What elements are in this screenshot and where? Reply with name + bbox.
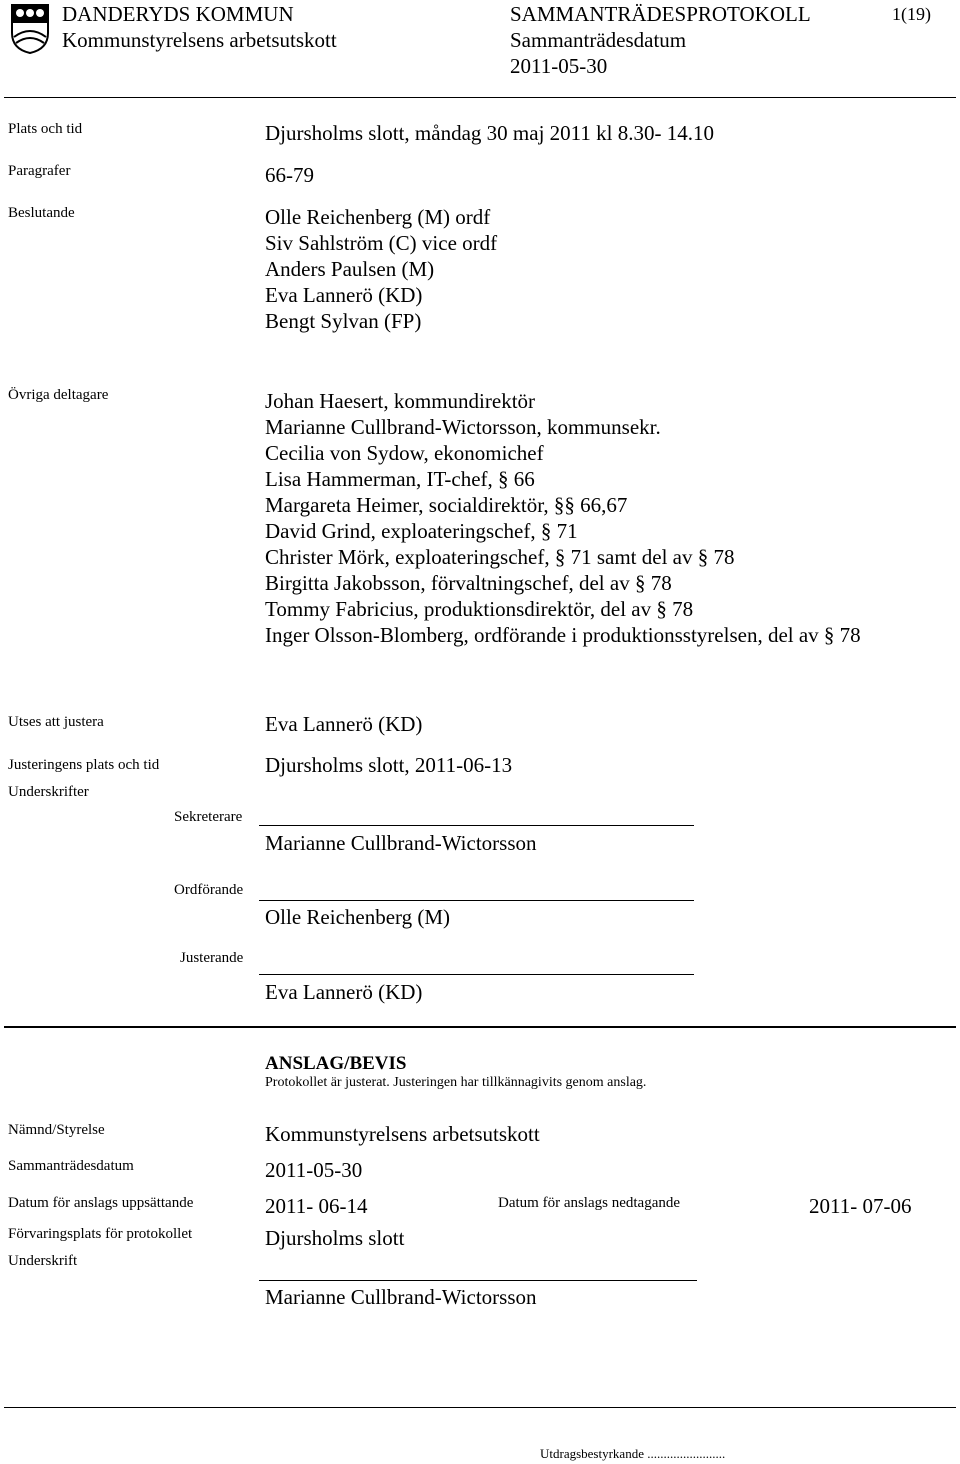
deciding-member: Olle Reichenberg (M) ordf [265, 205, 491, 229]
notice-date-label: Sammanträdesdatum [8, 1158, 134, 1174]
signature-role: Sekreterare [174, 809, 243, 825]
adjust-place-time-value: Djursholms slott, 2011-06-13 [265, 753, 513, 777]
participant: Marianne Cullbrand-Wictorsson, kommunsekr. [265, 415, 661, 439]
document-type: SAMMANTRÄDESPROTOKOLL [510, 2, 811, 26]
posted-label: Datum för anslags uppsättande [8, 1195, 194, 1211]
signature-line [259, 974, 694, 975]
storage-value: Djursholms slott [265, 1226, 405, 1250]
participant: Margareta Heimer, socialdirektör, §§ 66,67 [265, 493, 628, 517]
adjust-place-time-label: Justeringens plats och tid [8, 757, 160, 773]
deciding-member: Eva Lannerö (KD) [265, 283, 423, 307]
sections-label: Paragrafer [8, 163, 71, 179]
others-list [265, 388, 861, 648]
committee-name: Kommunstyrelsens arbetsutskott [62, 28, 337, 52]
page-number: 1(19) [892, 4, 931, 24]
participant: Christer Mörk, exploateringschef, § 71 samt del av § 78 [265, 545, 735, 569]
notice-subtitle: Protokollet är justerat. Justeringen har tillkännagivits genom anslag. [265, 1075, 647, 1090]
others-label: Övriga deltagare [8, 387, 109, 403]
certified-copy: Utdragsbestyrkande ........................ [540, 1446, 726, 1461]
storage-label: Förvaringsplats för protokollet [8, 1226, 193, 1242]
signature-name: Marianne Cullbrand-Wictorsson [265, 831, 537, 855]
notice-divider [4, 1026, 956, 1028]
deciding-member: Siv Sahlström (C) vice ordf [265, 231, 498, 255]
signature-line [259, 1280, 697, 1281]
adjuster-value: Eva Lannerö (KD) [265, 712, 423, 736]
removed-value: 2011- 07-06 [809, 1194, 912, 1218]
board-label: Nämnd/Styrelse [8, 1122, 105, 1138]
participant: Johan Haesert, kommundirektör [265, 389, 536, 413]
footer-divider [4, 1407, 956, 1408]
participant: Cecilia von Sydow, ekonomichef [265, 441, 544, 465]
place-time-label: Plats och tid [8, 121, 83, 137]
header-date-value: 2011-05-30 [510, 54, 608, 78]
header-divider [4, 97, 956, 98]
participant: Lisa Hammerman, IT-chef, § 66 [265, 467, 535, 491]
participant: Birgitta Jakobsson, förvaltningschef, del av § 78 [265, 571, 672, 595]
board-value: Kommunstyrelsens arbetsutskott [265, 1122, 540, 1146]
posted-value: 2011- 06-14 [265, 1194, 368, 1218]
deciding-label: Beslutande [8, 205, 75, 221]
notice-signature-name: Marianne Cullbrand-Wictorsson [265, 1285, 537, 1309]
header-date-label: Sammanträdesdatum [510, 28, 687, 52]
signature-line [259, 825, 694, 826]
sections-value: 66-79 [265, 163, 314, 187]
signature-role: Ordförande [174, 882, 244, 898]
signature-label: Underskrift [8, 1253, 78, 1269]
notice-date-value: 2011-05-30 [265, 1158, 363, 1182]
participant: David Grind, exploateringschef, § 71 [265, 519, 578, 543]
deciding-member: Bengt Sylvan (FP) [265, 309, 422, 333]
deciding-list [265, 204, 497, 334]
signatures-label: Underskrifter [8, 784, 89, 800]
adjuster-label: Utses att justera [8, 714, 104, 730]
signature-role: Justerande [180, 950, 244, 966]
coat-of-arms-icon [10, 3, 50, 55]
participant: Tommy Fabricius, produktionsdirektör, del av § 78 [265, 597, 694, 621]
participant: Inger Olsson-Blomberg, ordförande i produktionsstyrelsen, del av § 78 [265, 623, 861, 647]
signature-name: Eva Lannerö (KD) [265, 980, 423, 1004]
signature-line [259, 900, 694, 901]
signature-name: Olle Reichenberg (M) [265, 905, 451, 929]
place-time-value: Djursholms slott, måndag 30 maj 2011 kl 8.30- 14.10 [265, 121, 714, 145]
deciding-member: Anders Paulsen (M) [265, 257, 435, 281]
notice-title: ANSLAG/BEVIS [265, 1053, 407, 1074]
removed-label: Datum för anslags nedtagande [498, 1195, 681, 1211]
municipality-name: DANDERYDS KOMMUN [62, 2, 294, 26]
